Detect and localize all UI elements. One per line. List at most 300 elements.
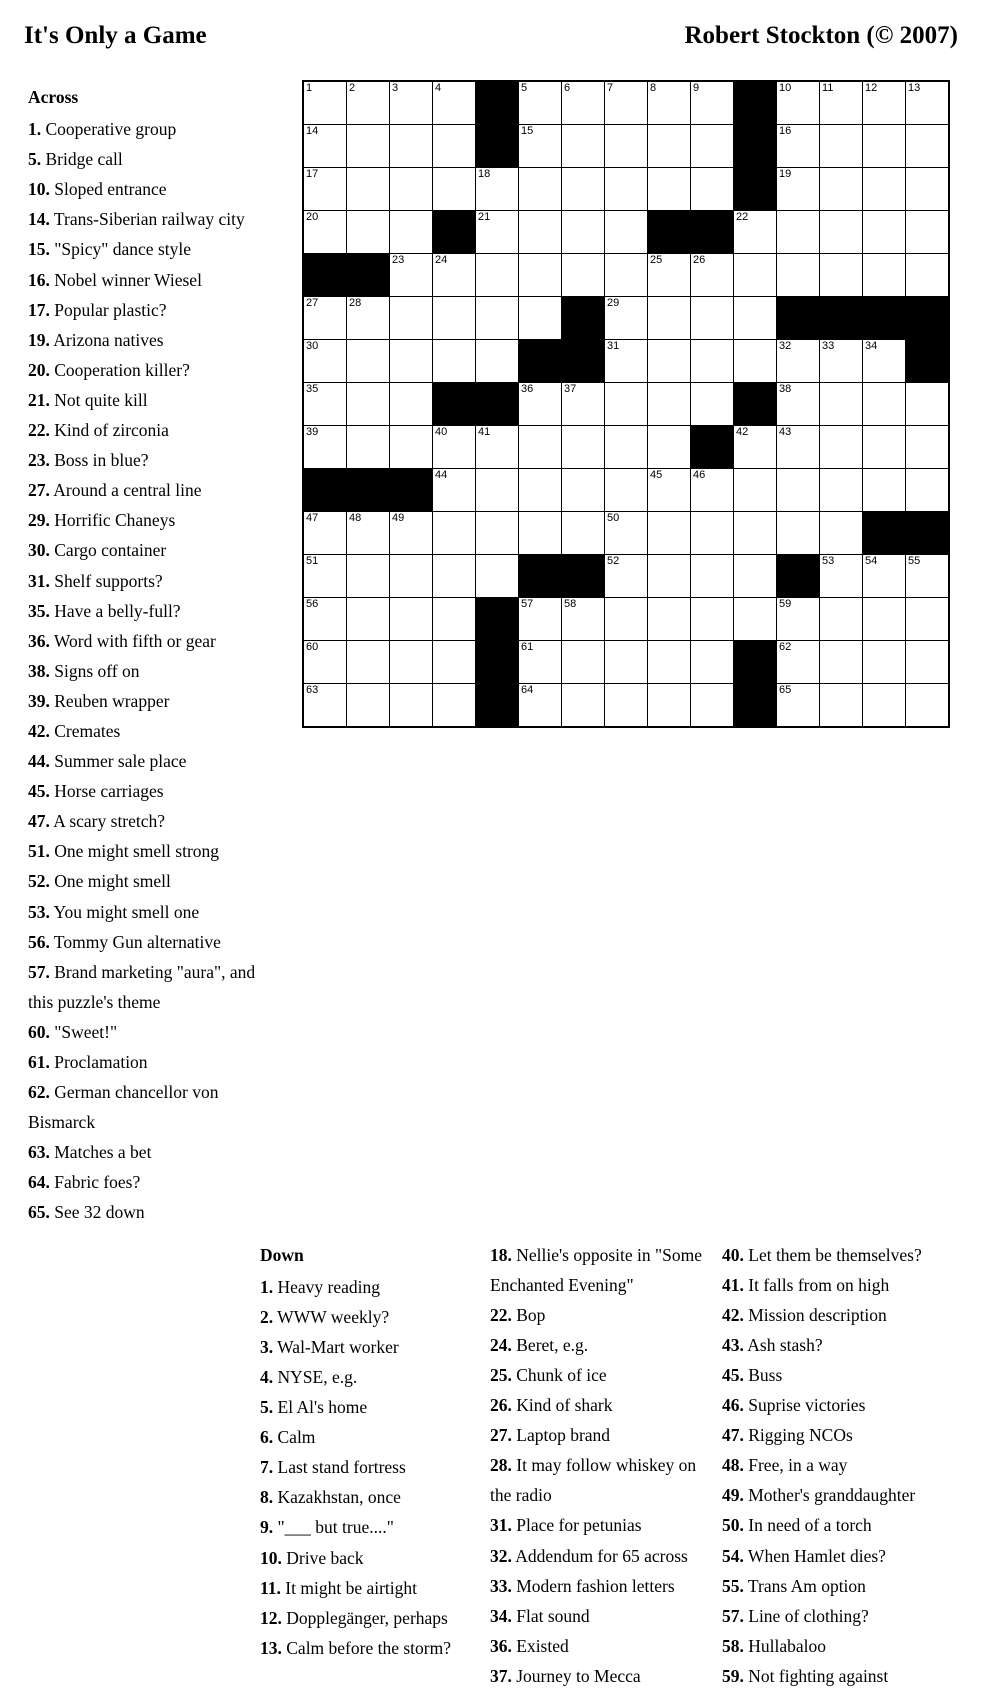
grid-cell-block — [734, 125, 777, 168]
grid-cell-number: 3 — [392, 82, 399, 94]
grid-cell-number: 37 — [564, 383, 577, 395]
grid-cell[interactable] — [433, 125, 476, 168]
grid-cell[interactable] — [691, 469, 734, 512]
grid-cell[interactable] — [906, 383, 950, 426]
grid-cell-number: 47 — [306, 512, 319, 524]
clue-item — [260, 1302, 482, 1332]
grid-cell[interactable] — [863, 426, 906, 469]
grid-cell[interactable] — [648, 598, 691, 641]
grid-cell[interactable] — [777, 340, 820, 383]
grid-cell[interactable] — [433, 512, 476, 555]
grid-row — [303, 555, 949, 598]
grid-cell[interactable] — [433, 254, 476, 297]
grid-cell[interactable] — [390, 254, 433, 297]
grid-cell[interactable] — [562, 469, 605, 512]
grid-cell[interactable] — [347, 211, 390, 254]
clue-number: 15. — [28, 239, 50, 260]
grid-cell[interactable] — [303, 512, 347, 555]
across-clue-list — [28, 114, 280, 1227]
grid-cell[interactable] — [476, 512, 519, 555]
grid-cell[interactable] — [648, 469, 691, 512]
grid-cell[interactable] — [906, 684, 950, 728]
grid-cell[interactable] — [863, 555, 906, 598]
grid-cell[interactable] — [691, 684, 734, 728]
clue-text: Trans-Siberian railway city — [49, 209, 245, 230]
grid-cell[interactable] — [777, 426, 820, 469]
grid-cell[interactable] — [820, 555, 863, 598]
grid-cell[interactable] — [390, 641, 433, 684]
grid-cell[interactable] — [777, 125, 820, 168]
grid-cell[interactable] — [303, 81, 347, 125]
clue-item — [28, 1077, 280, 1137]
grid-cell[interactable] — [777, 641, 820, 684]
grid-cell-number: 60 — [306, 641, 319, 653]
grid-cell[interactable] — [605, 598, 648, 641]
grid-cell[interactable] — [303, 383, 347, 426]
grid-cell[interactable] — [605, 684, 648, 728]
clue-item — [28, 445, 280, 475]
grid-cell[interactable] — [906, 81, 950, 125]
grid-cell[interactable] — [605, 254, 648, 297]
clue-number: 50. — [722, 1515, 744, 1536]
clue-number: 33. — [490, 1575, 512, 1596]
crossword-grid-container — [302, 60, 950, 728]
grid-cell[interactable] — [605, 641, 648, 684]
clue-text: Free, in a way — [743, 1455, 848, 1476]
grid-cell[interactable] — [820, 641, 863, 684]
grid-cell[interactable] — [906, 469, 950, 512]
grid-cell[interactable] — [605, 81, 648, 125]
clue-number: 64. — [28, 1172, 50, 1193]
clue-item — [722, 1420, 950, 1450]
grid-cell[interactable] — [820, 684, 863, 728]
clue-number: 12. — [260, 1607, 282, 1628]
grid-cell[interactable] — [820, 81, 863, 125]
grid-cell[interactable] — [390, 168, 433, 211]
clue-item — [28, 385, 280, 415]
grid-cell-number: 43 — [779, 426, 792, 438]
grid-cell[interactable] — [691, 383, 734, 426]
grid-cell[interactable] — [562, 426, 605, 469]
grid-cell[interactable] — [648, 168, 691, 211]
grid-cell[interactable] — [820, 383, 863, 426]
grid-cell[interactable] — [906, 555, 950, 598]
grid-cell[interactable] — [519, 168, 562, 211]
grid-cell[interactable] — [734, 340, 777, 383]
grid-cell[interactable] — [820, 125, 863, 168]
grid-cell[interactable] — [734, 426, 777, 469]
clue-text: It may follow whiskey on the radio — [490, 1455, 697, 1506]
grid-cell[interactable] — [605, 211, 648, 254]
clue-number: 34. — [490, 1605, 512, 1626]
clue-number: 47. — [722, 1425, 744, 1446]
clue-text: One might smell strong — [49, 841, 220, 862]
clue-item — [722, 1631, 950, 1661]
grid-cell-number: 58 — [564, 598, 577, 610]
grid-cell[interactable] — [303, 426, 347, 469]
grid-cell[interactable] — [777, 512, 820, 555]
grid-cell[interactable] — [863, 598, 906, 641]
grid-cell-block — [734, 168, 777, 211]
grid-cell[interactable] — [863, 383, 906, 426]
grid-cell[interactable] — [906, 168, 950, 211]
grid-cell[interactable] — [605, 340, 648, 383]
grid-cell[interactable] — [863, 125, 906, 168]
down-clue-list-2 — [490, 1240, 714, 1691]
clue-text: Trans Am option — [743, 1575, 866, 1596]
grid-cell-number: 13 — [908, 82, 921, 94]
grid-cell[interactable] — [691, 297, 734, 340]
grid-cell[interactable] — [433, 598, 476, 641]
clue-item — [260, 1362, 482, 1392]
grid-cell[interactable] — [433, 168, 476, 211]
grid-cell[interactable] — [519, 684, 562, 728]
grid-row — [303, 297, 949, 340]
grid-cell[interactable] — [433, 297, 476, 340]
grid-cell[interactable] — [433, 684, 476, 728]
grid-cell[interactable] — [519, 211, 562, 254]
down-heading: Down — [260, 1244, 304, 1265]
grid-cell[interactable] — [347, 81, 390, 125]
grid-cell[interactable] — [303, 340, 347, 383]
clue-item — [490, 1420, 714, 1450]
grid-cell[interactable] — [691, 168, 734, 211]
grid-cell[interactable] — [519, 297, 562, 340]
grid-cell[interactable] — [519, 469, 562, 512]
grid-cell[interactable] — [605, 383, 648, 426]
grid-cell[interactable] — [347, 684, 390, 728]
clue-item — [28, 927, 280, 957]
clue-text: Summer sale place — [49, 751, 187, 772]
grid-cell[interactable] — [433, 426, 476, 469]
crossword-grid[interactable] — [302, 80, 950, 728]
grid-cell-block — [562, 555, 605, 598]
grid-cell[interactable] — [863, 340, 906, 383]
grid-cell[interactable] — [691, 512, 734, 555]
clue-item — [28, 325, 280, 355]
grid-cell[interactable] — [562, 81, 605, 125]
grid-cell[interactable] — [605, 555, 648, 598]
grid-cell[interactable] — [906, 641, 950, 684]
grid-cell[interactable] — [648, 426, 691, 469]
grid-cell[interactable] — [648, 340, 691, 383]
grid-cell-block — [476, 684, 519, 728]
clue-item — [28, 1017, 280, 1047]
clue-text: Cooperation killer? — [49, 359, 190, 380]
grid-cell[interactable] — [390, 426, 433, 469]
grid-cell-number: 49 — [392, 512, 405, 524]
grid-cell-number: 29 — [607, 297, 620, 309]
grid-cell[interactable] — [476, 426, 519, 469]
clue-text: Rigging NCOs — [743, 1425, 853, 1446]
grid-cell-number: 54 — [865, 555, 878, 567]
clue-item — [28, 265, 280, 295]
clue-text: Horrific Chaneys — [49, 510, 176, 531]
grid-cell[interactable] — [390, 684, 433, 728]
clue-text: Brand marketing "aura", and this puzzle's theme — [28, 961, 256, 1012]
grid-cell[interactable] — [777, 383, 820, 426]
grid-cell-number: 19 — [779, 168, 792, 180]
grid-row — [303, 512, 949, 555]
grid-cell[interactable] — [863, 254, 906, 297]
grid-cell[interactable] — [605, 426, 648, 469]
grid-cell[interactable] — [777, 469, 820, 512]
grid-cell[interactable] — [433, 469, 476, 512]
grid-cell[interactable] — [476, 254, 519, 297]
grid-cell[interactable] — [777, 211, 820, 254]
grid-cell[interactable] — [390, 297, 433, 340]
grid-cell[interactable] — [433, 555, 476, 598]
grid-cell[interactable] — [820, 598, 863, 641]
grid-cell[interactable] — [519, 125, 562, 168]
clue-number: 2. — [260, 1306, 274, 1327]
grid-cell[interactable] — [820, 340, 863, 383]
grid-cell[interactable] — [777, 81, 820, 125]
grid-cell[interactable] — [562, 512, 605, 555]
clue-text: Fabric foes? — [49, 1172, 141, 1193]
grid-cell[interactable] — [303, 641, 347, 684]
grid-cell-number: 21 — [478, 211, 491, 223]
clue-number: 27. — [490, 1425, 512, 1446]
grid-cell[interactable] — [863, 81, 906, 125]
grid-cell[interactable] — [648, 555, 691, 598]
clue-item — [722, 1270, 950, 1300]
grid-cell[interactable] — [863, 211, 906, 254]
clue-text: NYSE, e.g. — [273, 1366, 358, 1387]
grid-cell[interactable] — [691, 641, 734, 684]
clue-item — [490, 1300, 714, 1330]
grid-cell[interactable] — [390, 81, 433, 125]
grid-cell[interactable] — [734, 254, 777, 297]
grid-cell[interactable] — [303, 598, 347, 641]
grid-cell[interactable] — [433, 340, 476, 383]
grid-cell[interactable] — [562, 598, 605, 641]
grid-row — [303, 641, 949, 684]
grid-cell[interactable] — [476, 469, 519, 512]
grid-cell[interactable] — [906, 598, 950, 641]
grid-cell[interactable] — [734, 598, 777, 641]
grid-cell[interactable] — [863, 469, 906, 512]
grid-cell[interactable] — [303, 168, 347, 211]
grid-cell-block — [303, 254, 347, 297]
grid-cell[interactable] — [390, 211, 433, 254]
clue-text: Sloped entrance — [49, 179, 167, 200]
grid-cell[interactable] — [303, 125, 347, 168]
grid-cell[interactable] — [347, 641, 390, 684]
grid-row — [303, 254, 949, 297]
clue-number: 13. — [260, 1637, 282, 1658]
grid-cell[interactable] — [519, 512, 562, 555]
grid-cell[interactable] — [863, 168, 906, 211]
grid-cell[interactable] — [476, 340, 519, 383]
grid-cell[interactable] — [347, 168, 390, 211]
clue-item — [28, 686, 280, 716]
grid-cell[interactable] — [648, 641, 691, 684]
grid-cell[interactable] — [691, 254, 734, 297]
grid-cell-number: 23 — [392, 254, 405, 266]
grid-cell[interactable] — [605, 469, 648, 512]
clue-number: 53. — [28, 901, 50, 922]
grid-cell[interactable] — [303, 211, 347, 254]
grid-cell[interactable] — [648, 512, 691, 555]
grid-cell[interactable] — [906, 211, 950, 254]
clue-item — [260, 1452, 482, 1482]
grid-cell-number: 38 — [779, 383, 792, 395]
grid-cell[interactable] — [562, 684, 605, 728]
grid-cell[interactable] — [390, 512, 433, 555]
grid-cell[interactable] — [303, 297, 347, 340]
grid-cell[interactable] — [906, 125, 950, 168]
grid-cell[interactable] — [820, 426, 863, 469]
down-clue-list-1 — [260, 1272, 482, 1663]
grid-cell[interactable] — [303, 555, 347, 598]
grid-cell[interactable] — [347, 125, 390, 168]
clue-number: 26. — [490, 1395, 512, 1416]
grid-cell[interactable] — [303, 684, 347, 728]
grid-cell-block — [734, 684, 777, 728]
clue-text: Line of clothing? — [743, 1605, 869, 1626]
grid-cell[interactable] — [820, 168, 863, 211]
clue-item — [722, 1300, 950, 1330]
grid-cell[interactable] — [390, 125, 433, 168]
grid-cell[interactable] — [562, 211, 605, 254]
clue-text: Calm before the storm? — [281, 1637, 451, 1658]
clue-number: 61. — [28, 1052, 50, 1072]
grid-cell[interactable] — [691, 125, 734, 168]
grid-cell[interactable] — [777, 684, 820, 728]
clue-text: Cooperative group — [41, 119, 177, 140]
grid-cell-number: 50 — [607, 512, 620, 524]
grid-cell[interactable] — [347, 340, 390, 383]
grid-cell[interactable] — [820, 469, 863, 512]
grid-cell[interactable] — [777, 598, 820, 641]
grid-cell[interactable] — [347, 383, 390, 426]
clue-item — [28, 475, 280, 505]
clue-item — [28, 415, 280, 445]
clue-item — [28, 897, 280, 927]
clue-text: Existed — [511, 1635, 569, 1656]
grid-cell[interactable] — [734, 297, 777, 340]
grid-cell[interactable] — [476, 297, 519, 340]
clue-item — [490, 1601, 714, 1631]
grid-cell[interactable] — [820, 211, 863, 254]
grid-cell[interactable] — [777, 168, 820, 211]
clue-text: Horse carriages — [49, 781, 164, 802]
grid-cell[interactable] — [562, 168, 605, 211]
grid-cell[interactable] — [906, 254, 950, 297]
clue-text: Tommy Gun alternative — [49, 931, 221, 952]
grid-cell-number: 2 — [349, 82, 356, 94]
grid-cell[interactable] — [820, 254, 863, 297]
grid-cell[interactable] — [734, 211, 777, 254]
grid-cell[interactable] — [820, 512, 863, 555]
grid-cell[interactable] — [347, 297, 390, 340]
grid-cell[interactable] — [605, 297, 648, 340]
grid-cell[interactable] — [519, 426, 562, 469]
grid-cell[interactable] — [390, 598, 433, 641]
clue-text: "Spicy" dance style — [49, 239, 192, 260]
grid-cell[interactable] — [734, 469, 777, 512]
grid-cell[interactable] — [648, 684, 691, 728]
grid-cell[interactable] — [347, 555, 390, 598]
grid-cell[interactable] — [691, 555, 734, 598]
grid-cell-number: 64 — [521, 684, 534, 696]
grid-cell[interactable] — [562, 383, 605, 426]
grid-cell[interactable] — [691, 81, 734, 125]
grid-cell[interactable] — [691, 340, 734, 383]
grid-cell[interactable] — [347, 598, 390, 641]
grid-cell-block — [476, 125, 519, 168]
grid-cell[interactable] — [605, 168, 648, 211]
clue-text: "Sweet!" — [49, 1021, 118, 1042]
grid-cell[interactable] — [519, 641, 562, 684]
author-credit: Robert Stockton (© 2007) — [684, 22, 958, 49]
clue-item — [260, 1332, 482, 1362]
grid-cell[interactable] — [863, 641, 906, 684]
grid-cell[interactable] — [519, 598, 562, 641]
grid-cell[interactable] — [863, 684, 906, 728]
grid-cell[interactable] — [691, 598, 734, 641]
grid-cell[interactable] — [519, 254, 562, 297]
grid-cell[interactable] — [648, 81, 691, 125]
grid-cell[interactable] — [347, 512, 390, 555]
clue-text: When Hamlet dies? — [743, 1545, 886, 1566]
clue-number: 23. — [28, 450, 50, 471]
upper-section — [24, 60, 958, 1228]
clue-item — [28, 114, 280, 144]
grid-cell[interactable] — [390, 555, 433, 598]
grid-cell[interactable] — [605, 512, 648, 555]
grid-cell-block — [476, 598, 519, 641]
clue-item — [28, 566, 280, 596]
grid-cell[interactable] — [433, 81, 476, 125]
grid-cell[interactable] — [476, 211, 519, 254]
grid-cell[interactable] — [390, 340, 433, 383]
grid-cell[interactable] — [648, 383, 691, 426]
clue-item — [490, 1631, 714, 1661]
grid-cell[interactable] — [562, 254, 605, 297]
grid-cell-number: 31 — [607, 340, 620, 352]
grid-cell[interactable] — [648, 125, 691, 168]
grid-cell[interactable] — [433, 641, 476, 684]
grid-cell[interactable] — [519, 81, 562, 125]
clue-item — [490, 1510, 714, 1540]
clue-number: 29. — [28, 510, 50, 531]
grid-cell[interactable] — [562, 641, 605, 684]
grid-cell[interactable] — [734, 512, 777, 555]
grid-cell-number: 36 — [521, 383, 534, 395]
grid-cell[interactable] — [648, 297, 691, 340]
grid-cell[interactable] — [777, 254, 820, 297]
grid-cell[interactable] — [605, 125, 648, 168]
clue-number: 14. — [28, 209, 50, 230]
grid-row — [303, 684, 949, 728]
grid-cell[interactable] — [476, 168, 519, 211]
grid-cell-number: 5 — [521, 82, 528, 94]
grid-cell-block — [519, 340, 562, 383]
grid-cell-block — [390, 469, 433, 512]
grid-cell[interactable] — [906, 426, 950, 469]
grid-cell[interactable] — [347, 426, 390, 469]
clue-text: Kind of shark — [511, 1395, 613, 1416]
grid-cell[interactable] — [390, 383, 433, 426]
grid-cell[interactable] — [734, 555, 777, 598]
grid-cell[interactable] — [648, 254, 691, 297]
grid-cell[interactable] — [562, 125, 605, 168]
grid-cell[interactable] — [476, 555, 519, 598]
grid-cell[interactable] — [519, 383, 562, 426]
clue-text: Dopplegänger, perhaps — [281, 1607, 448, 1628]
